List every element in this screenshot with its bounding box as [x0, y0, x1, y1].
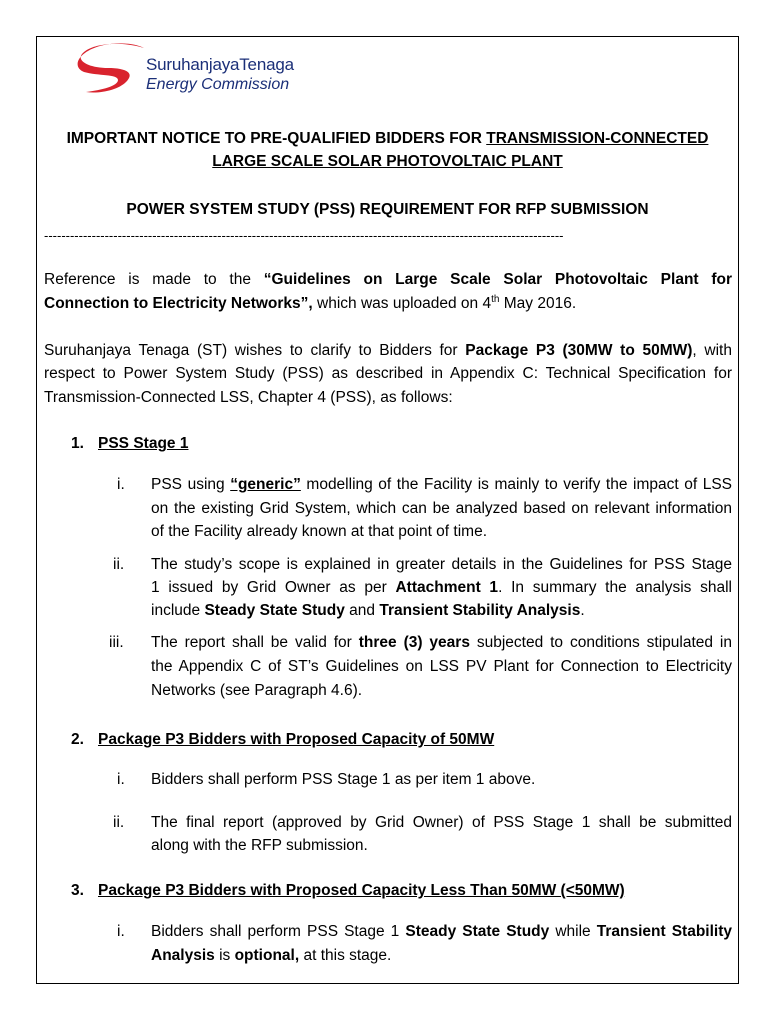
clarify-text: Suruhanjaya Tenaga (ST) wishes to clarify to Bidders for: [44, 342, 466, 359]
reference-line-1: [44, 268, 732, 292]
swoosh-logo-icon: [74, 40, 150, 96]
package-name: Package P3 (30MW to 50MW): [465, 342, 693, 359]
item-1-iii-line-3: Networks (see Paragraph 4.6).: [151, 682, 363, 699]
section-2-number: 2.: [71, 731, 84, 748]
date-suffix: th: [491, 293, 500, 305]
item-text: The report shall be valid for: [151, 634, 359, 651]
steady-state-term: Steady State Study: [204, 602, 345, 619]
item-1-i-line-3: of the Facility already known at that point of time.: [151, 523, 488, 540]
attachment-ref: Attachment 1: [395, 579, 499, 596]
generic-term: “generic”: [230, 476, 301, 493]
item-text: at this stage.: [299, 947, 392, 964]
item-text: while: [549, 923, 597, 940]
title-underlined-text: TRANSMISSION-CONNECTED: [486, 130, 709, 147]
item-1-ii-line-3: [151, 599, 585, 623]
analysis-term: Analysis: [151, 947, 215, 964]
clarify-text-end: , with: [692, 342, 732, 359]
section-1-number: 1.: [71, 435, 84, 452]
item-text: include: [151, 602, 205, 619]
item-1-i-line-2: on the existing Grid System, which can be analyzed based on relevant information: [151, 500, 732, 517]
logo-subtitle: Energy Commission: [146, 76, 290, 93]
section-3-number: 3.: [71, 882, 84, 899]
item-1-i-numeral: i.: [117, 476, 125, 493]
guidelines-title: “Guidelines on Large Scale Solar Photovoltaic Plant for: [263, 271, 732, 288]
optional-term: optional,: [234, 947, 300, 964]
item-text: . In summary the analysis shall: [498, 579, 732, 596]
item-1-iii-numeral: iii.: [109, 634, 124, 651]
clarify-line-3: Transmission-Connected LSS, Chapter 4 (PSS), as follows:: [44, 389, 453, 406]
item-2-ii-line-2: along with the RFP submission.: [151, 837, 368, 854]
section-1-heading: PSS Stage 1: [98, 435, 189, 452]
item-1-iii-line-1: [151, 631, 732, 655]
item-2-i-line-1: Bidders shall perform PSS Stage 1 as per item 1 above.: [151, 771, 536, 788]
title-line-1: [36, 127, 739, 151]
section-2-heading: Package P3 Bidders with Proposed Capacity of 50MW: [98, 731, 495, 748]
reference-text: Reference is made to the: [44, 271, 264, 288]
item-text: modelling of the Facility is mainly to verify the impact of LSS: [300, 476, 732, 493]
item-3-i-line-1: [151, 920, 732, 944]
reference-line-2: [44, 292, 576, 316]
item-text: is: [214, 947, 235, 964]
item-1-i-line-1: [151, 473, 732, 497]
divider-line: ------------------------------------------------------------------------------------------------------------------------: [44, 228, 564, 243]
title-line-2: LARGE SCALE SOLAR PHOTOVOLTAIC PLANT: [212, 153, 563, 170]
item-2-ii-line-1: The final report (approved by Grid Owner) of PSS Stage 1 shall be submitted: [151, 814, 732, 831]
validity-term: three (3) years: [358, 634, 470, 651]
item-3-i-numeral: i.: [117, 923, 125, 940]
notice-subtitle: POWER SYSTEM STUDY (PSS) REQUIREMENT FOR RFP SUBMISSION: [126, 201, 649, 218]
item-2-ii-numeral: ii.: [113, 814, 125, 831]
reference-text-3: May 2016.: [499, 295, 577, 312]
clarify-line-2: respect to Power System Study (PSS) as described in Appendix C: Technical Specification for: [44, 365, 732, 382]
item-text: PSS using: [151, 476, 231, 493]
item-text: Bidders shall perform PSS Stage 1: [151, 923, 406, 940]
section-3-heading: Package P3 Bidders with Proposed Capacity Less Than 50MW (<50MW): [98, 882, 625, 899]
energy-commission-logo: [74, 40, 334, 102]
item-1-ii-numeral: ii.: [113, 556, 125, 573]
item-1-ii-line-2: [151, 576, 732, 600]
item-text: and: [344, 602, 380, 619]
logo-name: SuruhanjayaTenaga: [146, 55, 294, 74]
clarify-line-1: [44, 339, 732, 363]
reference-text-2: which was uploaded on 4: [312, 295, 492, 312]
item-1-iii-line-2: the Appendix C of ST’s Guidelines on LSS PV Plant for Connection to Electricity: [151, 658, 732, 675]
title-text: IMPORTANT NOTICE TO PRE-QUALIFIED BIDDERS FOR: [66, 130, 487, 147]
transient-term: Transient Stability Analysis: [379, 602, 581, 619]
item-text: 1 issued by Grid Owner as per: [151, 579, 396, 596]
item-2-i-numeral: i.: [117, 771, 125, 788]
steady-state-term: Steady State Study: [405, 923, 550, 940]
item-1-ii-line-1: The study’s scope is explained in greater details in the Guidelines for PSS Stage: [151, 556, 732, 573]
item-text: subjected to conditions stipulated in: [469, 634, 732, 651]
transient-term: Transient Stability: [596, 923, 732, 940]
item-text: .: [580, 602, 585, 619]
guidelines-title-cont: Connection to Electricity Networks”,: [44, 295, 313, 312]
item-3-i-line-2: [151, 944, 391, 968]
